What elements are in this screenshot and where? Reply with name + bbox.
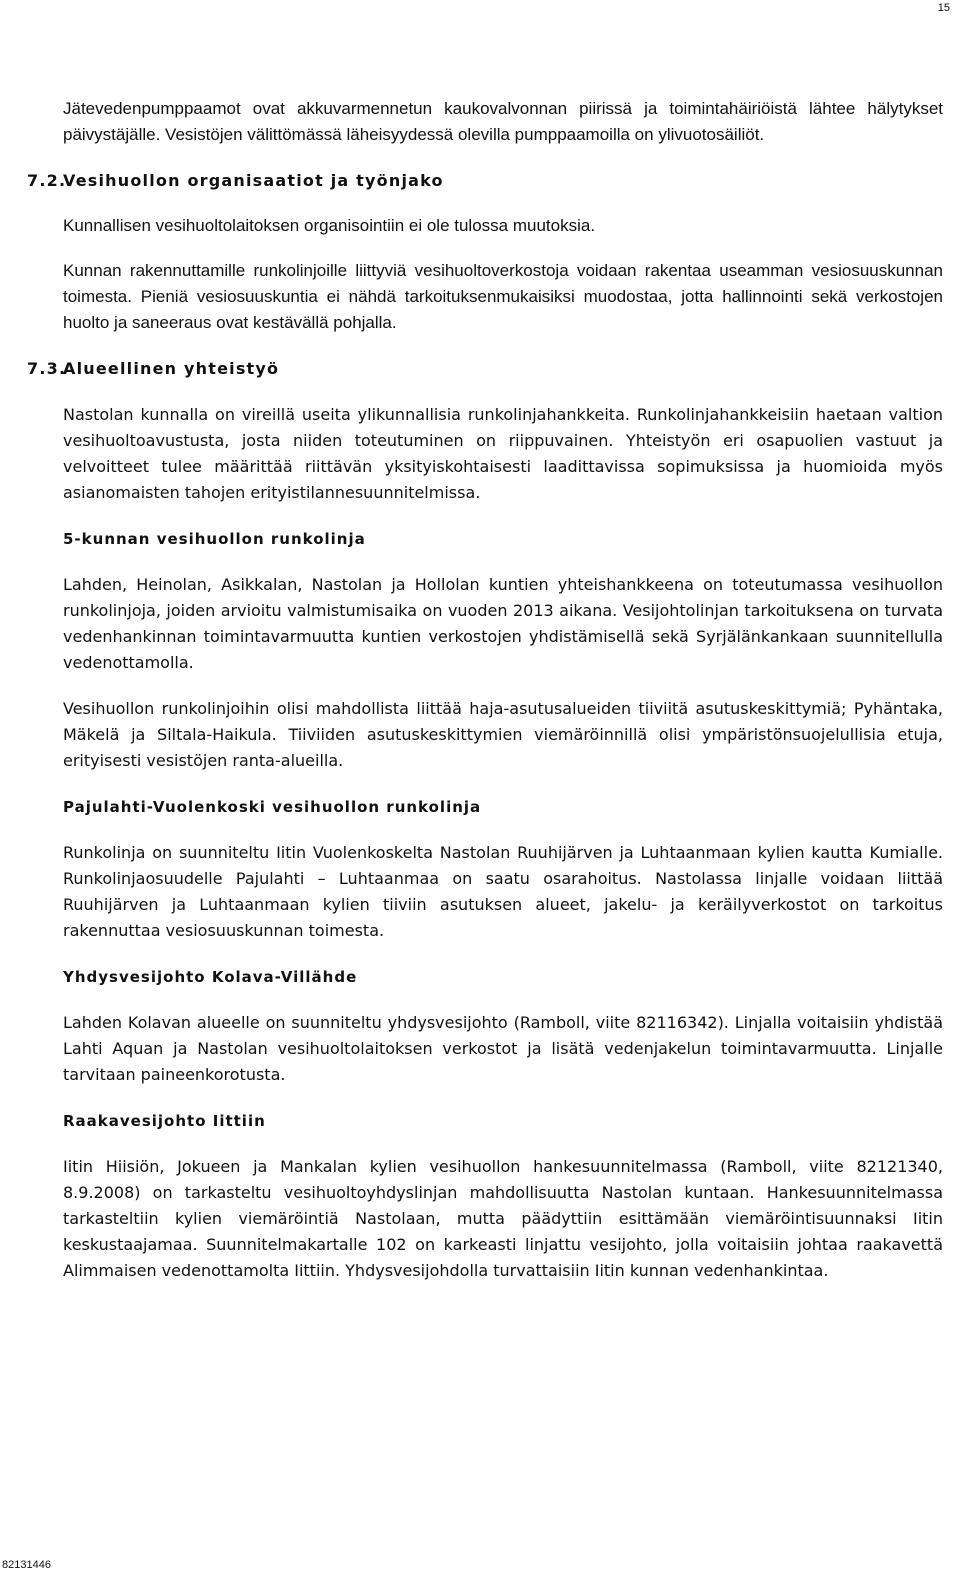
paragraph-cooperatives: Kunnan rakennuttamille runkolinjoille liittyviä vesihuoltoverkostoja voidaan rakentaa useamman vesiosuuskunnan toimesta. Pieniä vesiosuuskuntia ei nähdä tarkoituksenmukaisiksi muodostaa, jotta hallinnointi sekä verkostojen huolto ja saneeraus ovat kestävällä pohjalla. bbox=[63, 261, 943, 332]
subheading-5-municipality-line: 5-kunnan vesihuollon runkolinja bbox=[63, 530, 366, 548]
footer-document-code: 82131446 bbox=[2, 1559, 51, 1571]
paragraph-pumping-stations: Jätevedenpumppaamot ovat akkuvarmennetun kaukovalvonnan piirissä ja toimintahäiriöistä lähtee hälytykset päivystäjälle. Vesistöjen välittömässä läheisyydessä olevilla pumppaamoilla on ylivuotosäiliöt. bbox=[63, 99, 943, 144]
paragraph-pajulahti-line: Runkolinja on suunniteltu Iitin Vuolenkoskelta Nastolan Ruuhijärven ja Luhtaanmaan kylien kautta Kumialle. Runkolinjaosuudelle Pajulahti – Luhtaanmaa on saatu osarahoitus. Nastolassa linjalle voidaan liittää Ruuhijärven ja Luhtaanmaan kylien tiiviin asutuksen alueet, jakelu- ja keräilyverkostot on tarkoitus rakennuttaa vesiosuuskunnan toimesta. bbox=[63, 843, 943, 940]
paragraph-kolava-villahde: Lahden Kolavan alueelle on suunniteltu yhdysvesijohto (Ramboll, viite 82116342). Linjalla voitaisiin yhdistää Lahti Aquan ja Nastolan vesihuoltolaitoksen verkostot ja lisätä vedenjakelun toimintavarmuutta. Linjalle tarvitaan paineenkorotusta. bbox=[63, 1013, 943, 1084]
section-number: 7.3. bbox=[27, 359, 67, 378]
subheading-kolava-villahde: Yhdysvesijohto Kolava-Villähde bbox=[63, 968, 358, 986]
section-title: Alueellinen yhteistyö bbox=[63, 359, 280, 378]
paragraph-settlement-clusters: Vesihuollon runkolinjoihin olisi mahdollista liittää haja-asutusalueiden tiiviitä asutuskeskittymiä; Pyhäntaka, Mäkelä ja Siltala-Haikula. Tiiviiden asutuskeskittymien viemäröinnillä olisi ympäristönsuojelullisia etuja, erityisesti vesistöjen ranta-alueilla. bbox=[63, 699, 943, 770]
section-heading-7-3 bbox=[27, 356, 943, 382]
document-body bbox=[27, 96, 943, 1284]
paragraph-5-municipality-line: Lahden, Heinolan, Asikkalan, Nastolan ja Hollolan kuntien yhteishankkeena on toteutumassa vesihuollon runkolinjoja, joiden arvioitu valmistumisaika on vuoden 2013 aikana. Vesijohtolinjan tarkoituksena on turvata vedenhankinnan toimintavarmuutta kuntien verkostojen yhdistämisellä sekä Syrjälänkankaan suunnitellulla vedenottamolla. bbox=[63, 575, 943, 672]
paragraph-organisation: Kunnallisen vesihuoltolaitoksen organisointiin ei ole tulossa muutoksia. bbox=[63, 216, 596, 235]
section-number: 7.2. bbox=[27, 171, 67, 190]
section-heading-7-2 bbox=[27, 168, 943, 194]
subheading-pajulahti-line: Pajulahti-Vuolenkoski vesihuollon runkolinja bbox=[63, 798, 482, 816]
paragraph-regional-projects: Nastolan kunnalla on vireillä useita ylikunnallisia runkolinjahankkeita. Runkolinjahankkeisiin haetaan valtion vesihuoltoavustusta, josta niiden toteutuminen on riippuvainen. Yhteistyön eri osapuolien vastuut ja velvoitteet tulee määrittää riittävän yksityiskohtaisesti laadittavissa sopimuksissa ja huomioida myös asianomaisten tahojen erityistilannesuunnitelmissa. bbox=[63, 405, 943, 502]
paragraph-raw-water-iitti: Iitin Hiisiön, Jokueen ja Mankalan kylien vesihuollon hankesuunnitelmassa (Ramboll, viite 82121340, 8.9.2008) on tarkasteltu vesihuoltoyhdyslinjan mahdollisuutta Nastolan kuntaan. Hankesuunnitelmassa tarkasteltiin kylien viemäröintiä Nastolaan, mutta päädyttiin esittämään viemäröintisuunnaksi Iitin keskustaajamaa. Suunnitelmakartalle 102 on karkeasti linjattu vesijohto, jolla voitaisiin johtaa raakavettä Alimmaisen vedenottamolta Iittiin. Yhdysvesijohdolla turvattaisiin Iitin kunnan vedenhankintaa. bbox=[63, 1157, 943, 1280]
section-title: Vesihuollon organisaatiot ja työnjako bbox=[63, 171, 444, 190]
subheading-raw-water-iitti: Raakavesijohto Iittiin bbox=[63, 1112, 266, 1130]
page-number: 15 bbox=[937, 2, 950, 14]
